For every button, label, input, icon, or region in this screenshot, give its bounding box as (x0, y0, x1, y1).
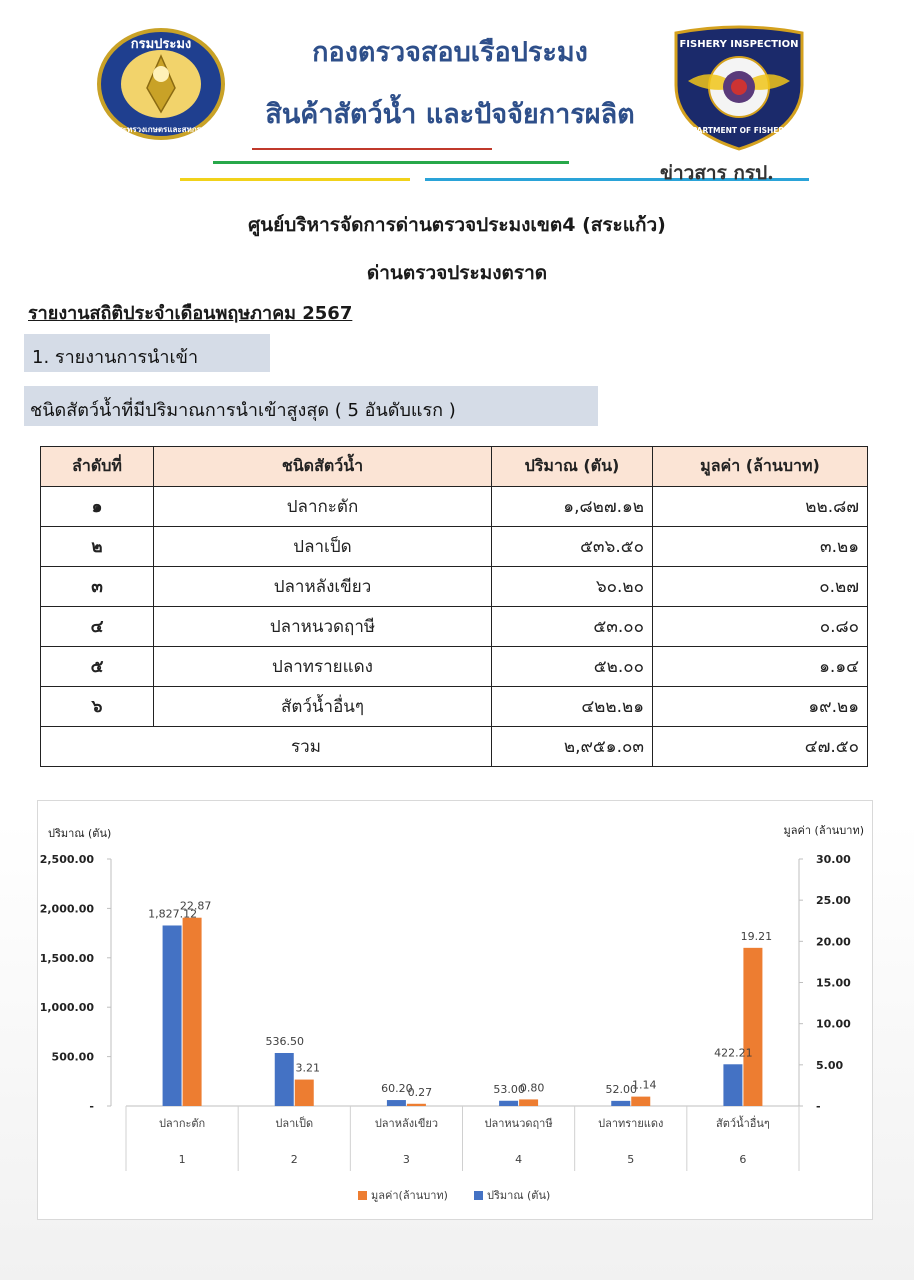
checkpoint-name: ด่านตรวจประมงตราด (366, 262, 548, 284)
news-label: ข่าวสาร กรป. (660, 162, 774, 184)
category-number: 6 (739, 1153, 747, 1166)
import-statistics-table (40, 446, 868, 767)
y-right-tick-label: 25.00 (816, 894, 851, 908)
total-label: รวม (41, 727, 492, 767)
decor-line-red (252, 148, 492, 150)
y-left-tick-label: 500.00 (51, 1050, 94, 1064)
category-label: ปลาหลังเขียว (374, 1117, 439, 1130)
total-value: ๔๗.๕๐ (653, 727, 868, 767)
category-number: 2 (290, 1153, 298, 1166)
species-cell: ปลาทรายแดง (154, 647, 492, 687)
badge-text-bottom: DEPARTMENT OF FISHERIES (680, 126, 798, 135)
y-left-tick-label: 2,500.00 (39, 853, 94, 866)
species-cell: ปลากะตัก (154, 487, 492, 527)
header-title-line1: กองตรวจสอบเรือประมง (312, 37, 588, 68)
bar-value (295, 1080, 314, 1106)
bar-quantity (387, 1100, 406, 1106)
value-cell: ๒๒.๘๗ (653, 487, 868, 527)
y-axis-left-title: ปริมาณ (ตัน) (48, 827, 112, 840)
y-left-tick-label: 1,000.00 (39, 1001, 94, 1015)
bar-value (519, 1099, 538, 1106)
table-row (41, 487, 868, 527)
y-right-tick-label: - (816, 1100, 821, 1113)
y-left-tick-label: 1,500.00 (39, 951, 94, 965)
value-cell: ๓.๒๑ (653, 527, 868, 567)
category-number: 3 (402, 1153, 410, 1166)
quantity-cell: ๕๓.๐๐ (492, 607, 653, 647)
value-cell: ๑๙.๒๑ (653, 687, 868, 727)
data-label-value: 3.21 (295, 1061, 320, 1075)
bar-quantity (611, 1101, 630, 1106)
rank-cell: ๔ (41, 607, 154, 647)
table-subtitle: ชนิดสัตว์น้ำที่มีปริมาณการนำเข้าสูงสุด ( 5 อันดับแรก ) (24, 386, 598, 426)
quantity-cell: ๔๒๒.๒๑ (492, 687, 653, 727)
data-label-value: 0.80 (519, 1081, 545, 1095)
section-heading: 1. รายงานการนำเข้า (24, 334, 270, 372)
category-label: ปลากะตัก (158, 1117, 206, 1130)
center-name: ศูนย์บริหารจัดการด่านตรวจประมงเขต4 (สระแก้ว) (248, 214, 666, 236)
category-label: ปลาเป็ด (275, 1117, 314, 1130)
legend-swatch-value (358, 1191, 367, 1200)
decor-line-yellow (180, 178, 410, 181)
rank-cell: ๑ (41, 487, 154, 527)
import-chart (37, 800, 873, 1220)
bar-value (743, 948, 762, 1106)
table-row (41, 687, 868, 727)
fishery-inspection-badge (668, 25, 810, 153)
data-label-value: 1.14 (632, 1078, 657, 1092)
y-right-tick-label: 5.00 (816, 1058, 844, 1072)
data-label-quantity: 53.00 (493, 1082, 525, 1096)
table-row (41, 647, 868, 687)
data-label-value: 0.27 (407, 1085, 433, 1099)
table-row (41, 607, 868, 647)
y-left-tick-label: 2,000.00 (39, 902, 94, 916)
y-right-tick-label: 15.00 (816, 976, 851, 990)
report-title: รายงานสถิติประจำเดือนพฤษภาคม 2567 (28, 303, 353, 324)
data-label-value: 19.21 (740, 929, 773, 943)
y-left-tick-label: - (89, 1100, 94, 1113)
category-number: 4 (515, 1153, 523, 1166)
rank-cell: ๕ (41, 647, 154, 687)
header-species: ชนิดสัตว์น้ำ (154, 447, 492, 487)
header-title-line2: สินค้าสัตว์น้ำ และปัจจัยการผลิต (265, 99, 635, 130)
species-cell: สัตว์น้ำอื่นๆ (154, 687, 492, 727)
table-row (41, 567, 868, 607)
rank-cell: ๖ (41, 687, 154, 727)
data-label-value: 22.87 (179, 899, 212, 913)
value-cell: ๐.๘๐ (653, 607, 868, 647)
bar-quantity (723, 1064, 742, 1106)
value-cell: ๑.๑๔ (653, 647, 868, 687)
category-label: ปลาทรายแดง (598, 1117, 664, 1130)
header-value: มูลค่า (ล้านบาท) (653, 447, 868, 487)
rank-cell: ๓ (41, 567, 154, 607)
y-right-tick-label: 20.00 (816, 935, 851, 949)
badge-text-top: FISHERY INSPECTION (679, 39, 799, 50)
species-cell: ปลาเป็ด (154, 527, 492, 567)
quantity-cell: ๖๐.๒๐ (492, 567, 653, 607)
category-number: 1 (178, 1153, 186, 1166)
table-header-row (41, 447, 868, 487)
category-label: ปลาหนวดฤาษี (484, 1117, 553, 1130)
value-cell: ๐.๒๗ (653, 567, 868, 607)
total-quantity: ๒,๙๕๑.๐๓ (492, 727, 653, 767)
species-cell: ปลาหนวดฤาษี (154, 607, 492, 647)
table-total-row (41, 727, 868, 767)
species-cell: ปลาหลังเขียว (154, 567, 492, 607)
department-of-fisheries-seal (97, 28, 225, 140)
seal-text-bottom: กระทรวงเกษตรและสหกรณ์ (113, 125, 209, 134)
quantity-cell: ๑,๘๒๗.๑๒ (492, 487, 653, 527)
category-number: 5 (627, 1153, 635, 1166)
y-right-tick-label: 30.00 (816, 853, 851, 866)
category-label: สัตว์น้ำอื่นๆ (716, 1117, 770, 1130)
legend-swatch-quantity (474, 1191, 483, 1200)
legend-label-quantity: ปริมาณ (ตัน) (487, 1189, 551, 1202)
rank-cell: ๒ (41, 527, 154, 567)
bar-quantity (275, 1053, 294, 1106)
bar-value (183, 918, 202, 1106)
header-quantity: ปริมาณ (ตัน) (492, 447, 653, 487)
header-rank: ลำดับที่ (41, 447, 154, 487)
data-label-quantity: 536.50 (265, 1034, 304, 1048)
quantity-cell: ๕๒.๐๐ (492, 647, 653, 687)
data-label-quantity: 422.21 (714, 1046, 753, 1060)
table-row (41, 527, 868, 567)
y-right-tick-label: 10.00 (816, 1017, 851, 1031)
bar-quantity (499, 1101, 518, 1106)
data-label-quantity: 52.00 (605, 1082, 637, 1096)
bar-quantity (163, 925, 182, 1106)
decor-line-green (213, 161, 569, 164)
bar-value (631, 1097, 650, 1106)
seal-text-top: กรมประมง (130, 37, 192, 52)
legend-label-value: มูลค่า(ล้านบาท) (371, 1189, 448, 1202)
y-axis-right-title: มูลค่า (ล้านบาท) (783, 824, 864, 837)
bar-value (407, 1104, 426, 1106)
data-label-quantity: 60.20 (381, 1082, 413, 1096)
quantity-cell: ๕๓๖.๕๐ (492, 527, 653, 567)
chart-svg (38, 801, 874, 1221)
data-label-quantity: 1,827.12 (148, 907, 198, 921)
